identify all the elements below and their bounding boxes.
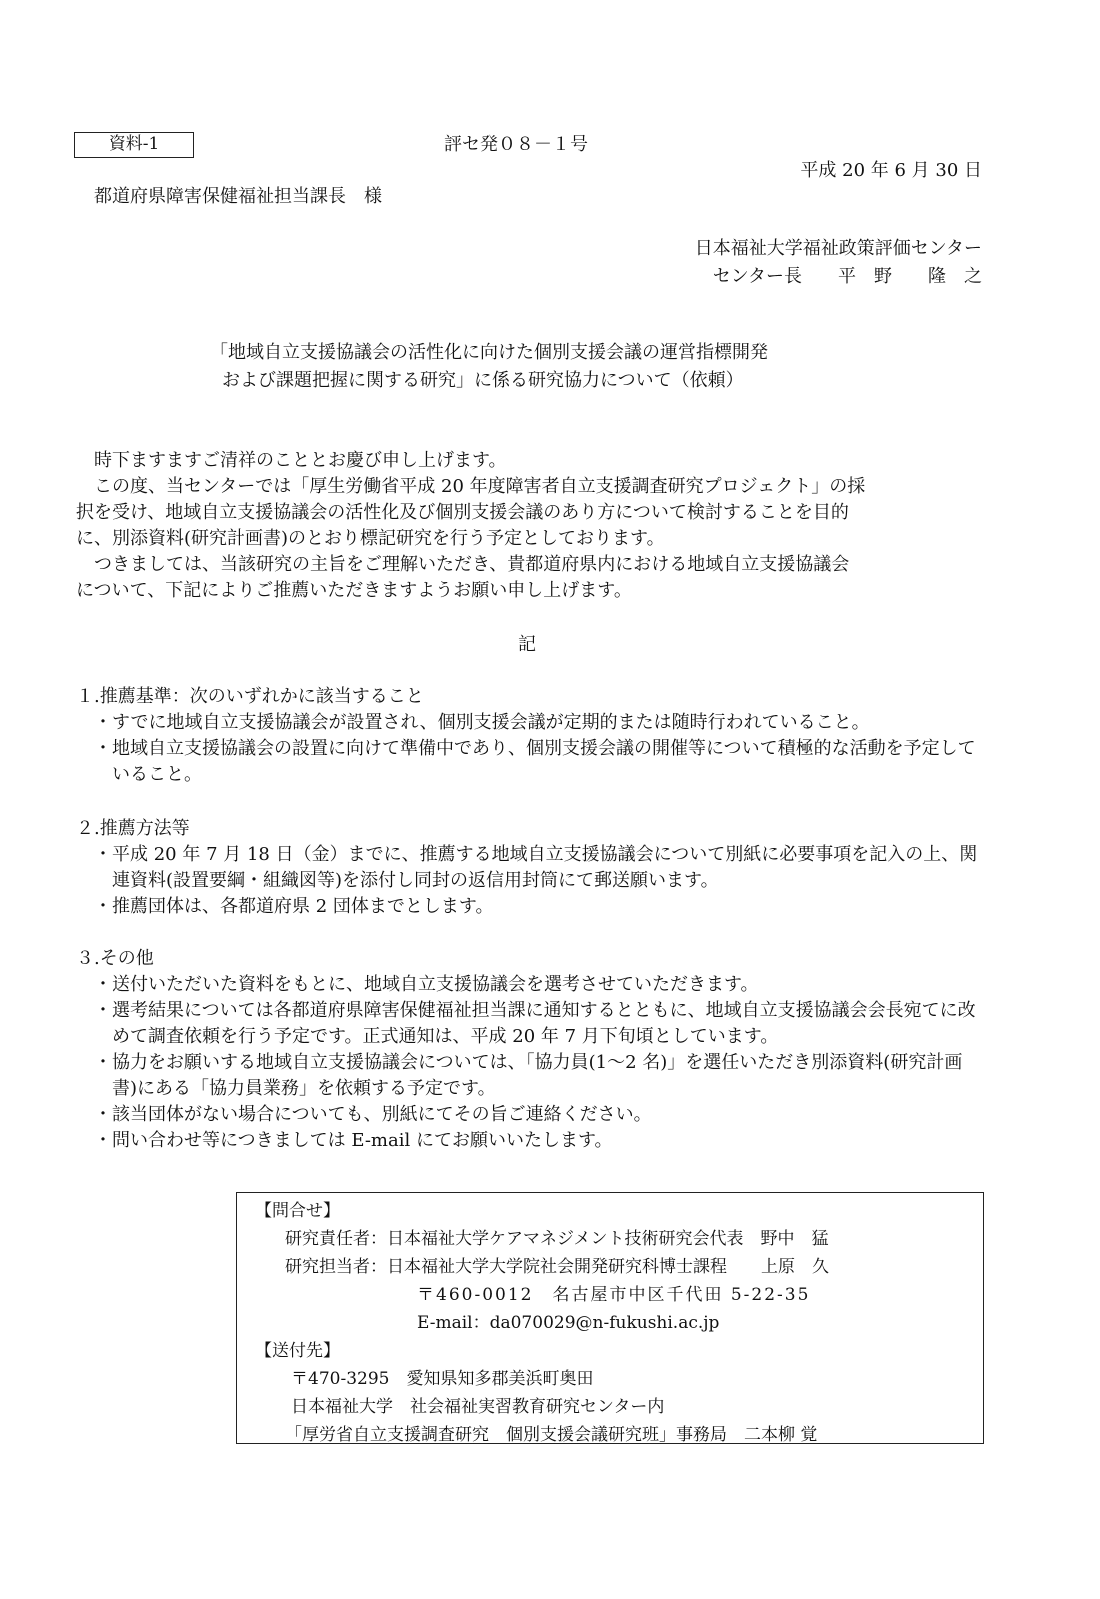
send-postal-address: 〒470-3295 愛知県知多郡美浜町奥田 — [291, 1369, 594, 1389]
list-item: ・問い合わせ等につきましては E-mail にてお願いいたします。 — [94, 1130, 613, 1151]
paragraph-line: 択を受け、地域自立支援協議会の活性化及び個別支援会議のあり方について検討することを目的 — [76, 502, 849, 523]
section-heading: １.推薦基準：次のいずれかに該当すること — [76, 686, 424, 707]
title-line-2: および課題把握に関する研究」に係る研究協力について（依頼） — [222, 370, 744, 391]
send-organization: 日本福祉大学 社会福祉実習教育研究センター内 — [291, 1397, 665, 1417]
greeting-paragraph: 時下ますますご清祥のこととお慶び申し上げます。 — [76, 450, 507, 471]
list-item: ・該当団体がない場合についても、別紙にてその旨ご連絡ください。 — [94, 1104, 652, 1125]
title-line-1: 「地域自立支援協議会の活性化に向けた個別支援会議の運営指標開発 — [210, 342, 768, 363]
section-heading: ２.推薦方法等 — [76, 818, 190, 839]
paragraph-line: つきましては、当該研究の主旨をご理解いただき、貴都道府県内における地域自立支援協議会 — [76, 554, 850, 575]
section-2 — [76, 816, 984, 920]
ki-heading: 記 — [518, 634, 536, 655]
send-heading: 【送付先】 — [255, 1341, 340, 1361]
list-item: ・推薦団体は、各都道府県 2 団体までとします。 — [94, 896, 494, 917]
contact-email: E-mail：da070029@n-fukushi.ac.jp — [417, 1313, 720, 1333]
send-office: 「厚労省自立支援調査研究 個別支援会議研究班」事務局 二本柳 覚 — [285, 1425, 818, 1445]
researcher: 研究担当者：日本福祉大学大学院社会開発研究科博士課程 上原 久 — [285, 1257, 829, 1277]
section-heading: ３.その他 — [76, 948, 154, 969]
section-1 — [76, 684, 984, 788]
list-item: ・選考結果については各都道府県障害保健福祉担当課に通知するとともに、地域自立支援協議会会長宛てに改めて調査依頼を行う予定です。正式通知は、平成 20 年 7 月下旬頃としています。 — [94, 1000, 976, 1047]
doc-label: 資料-1 — [74, 132, 194, 158]
lead-researcher: 研究責任者：日本福祉大学ケアマネジメント技術研究会代表 野中 猛 — [285, 1229, 829, 1249]
document-date: 平成 20 年 6 月 30 日 — [800, 160, 982, 181]
paragraph-line: に、別添資料(研究計画書)のとおり標記研究を行う予定としております。 — [76, 528, 665, 549]
paragraph-line: について、下記によりご推薦いただきますようお願い申し上げます。 — [76, 580, 632, 601]
doc-number: 評セ発０８－１号 — [444, 134, 588, 155]
sender-name: センター長 平 野 隆 之 — [712, 266, 982, 287]
addressee: 都道府県障害保健福祉担当課長 様 — [94, 186, 382, 207]
sender-organization: 日本福祉大学福祉政策評価センター — [694, 238, 982, 259]
list-item: ・送付いただいた資料をもとに、地域自立支援協議会を選考させていただきます。 — [94, 974, 759, 995]
inquiry-address: 〒460-0012 名古屋市中区千代田 5-22-35 — [417, 1285, 811, 1305]
contact-box — [236, 1192, 984, 1444]
list-item: ・協力をお願いする地域自立支援協議会については、「協力員(1～2 名)」を選任いただき別添資料(研究計画書)にある「協力員業務」を依頼する予定です。 — [94, 1052, 963, 1099]
body-text — [76, 448, 984, 604]
section-3 — [76, 946, 984, 1154]
list-item: ・平成 20 年 7 月 18 日（金）までに、推薦する地域自立支援協議会について別紙に必要事項を記入の上、関連資料(設置要綱・組織図等)を添付し同封の返信用封筒にて郵送願います。 — [94, 844, 978, 891]
list-item: ・すでに地域自立支援協議会が設置され、個別支援会議が定期的または随時行われていること。 — [94, 712, 870, 733]
list-item: ・地域自立支援協議会の設置に向けて準備中であり、個別支援会議の開催等について積極的な活動を予定していること。 — [94, 738, 976, 785]
inquiry-heading: 【問合せ】 — [255, 1201, 340, 1221]
paragraph-line: この度、当センターでは「厚生労働省平成 20 年度障害者自立支援調査研究プロジェクト」の採 — [76, 476, 866, 497]
